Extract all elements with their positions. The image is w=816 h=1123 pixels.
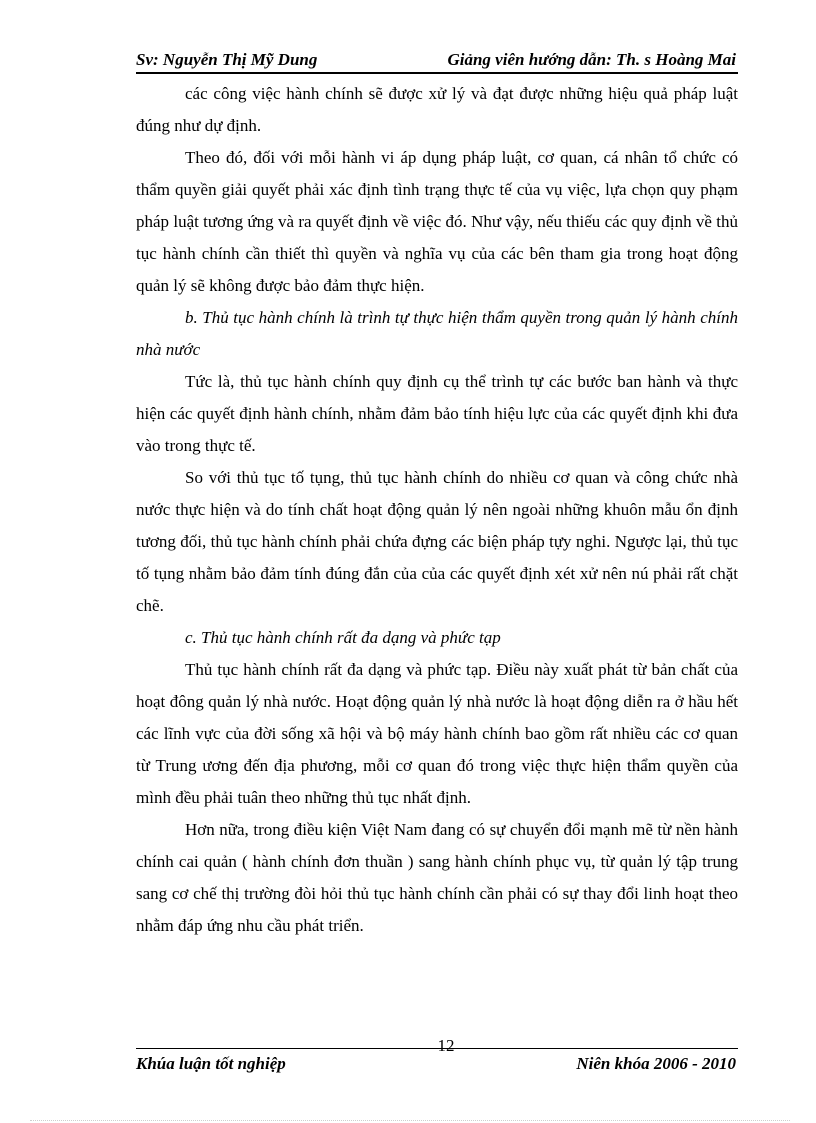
section-heading-c: c. Thủ tục hành chính rất đa dạng và phức tạp <box>185 628 501 647</box>
header-advisor: Giảng viên hướng dẫn: Th. s Hoàng Mai <box>447 50 736 69</box>
paragraph: Tức là, thủ tục hành chính quy định cụ thể trình tự các bước ban hành và thực hiện các quyết định hành chính, nhằm đảm bảo tính hiệu lực của các quyết định khi đưa vào trong thực tế. <box>136 372 738 455</box>
page-header <box>136 50 738 74</box>
paragraph: Theo đó, đối với mỗi hành vi áp dụng pháp luật, cơ quan, cá nhân tổ chức có thẩm quyền giải quyết phải xác định tình trạng thực tế của vụ việc, lựa chọn quy phạm pháp luật tương ứng và ra quyết định về việc đó. Như vậy, nếu thiếu các quy định về thủ tục hành chính cần thiết thì quyền và nghĩa vụ của các bên tham gia trong hoạt động quản lý sẽ không được bảo đảm thực hiện. <box>136 148 738 295</box>
page-number: 12 <box>437 1036 455 1055</box>
footer-thesis-label: Khúa luận tốt nghiệp <box>136 1054 286 1073</box>
paragraph: Hơn nữa, trong điều kiện Việt Nam đang có sự chuyển đổi mạnh mẽ từ nền hành chính cai quản ( hành chính đơn thuần ) sang hành chính phục vụ, từ quản lý tập trung sang cơ chế thị trường đòi hỏi thủ tục hành chính cần phải có sự thay đổi linh hoạt theo nhằm đáp ứng nhu cầu phát triển. <box>136 820 738 935</box>
header-student-name: Sv: Nguyễn Thị Mỹ Dung <box>136 50 318 69</box>
section-heading-b: b. Thủ tục hành chính là trình tự thực hiện thẩm quyền trong quản lý hành chính nhà nước <box>136 308 738 359</box>
page-footer <box>136 1054 738 1076</box>
paragraph: các công việc hành chính sẽ được xử lý và đạt được những hiệu quả pháp luật đúng như dự định. <box>136 84 738 135</box>
footer-academic-year: Niên khóa 2006 - 2010 <box>576 1054 736 1073</box>
paragraph: So với thủ tục tố tụng, thủ tục hành chính do nhiều cơ quan và công chức nhà nước thực hiện và do tính chất hoạt động quản lý nên ngoài những khuôn mẫu ổn định tương đối, thủ tục hành chính phải chứa đựng các biện pháp tựy nghi. Ngược lại, thủ tục tố tụng nhằm bảo đảm tính đúng đắn của của các quyết định xét xử nên nú phải rất chặt chẽ. <box>136 468 738 615</box>
body-text <box>136 78 738 942</box>
paragraph: Thủ tục hành chính rất đa dạng và phức tạp. Điều này xuất phát từ bản chất của hoạt đông quản lý nhà nước. Hoạt động quản lý nhà nước là hoạt động diễn ra ở hầu hết các lĩnh vực của đời sống xã hội và bộ máy hành chính bao gồm rất nhiều các cơ quan từ Trung ương đến địa phương, mỗi cơ quan đó trong việc thực hiện thẩm quyền của mình đều phải tuân theo những thủ tục nhất định. <box>136 660 738 807</box>
page-edge-divider <box>30 1120 790 1121</box>
